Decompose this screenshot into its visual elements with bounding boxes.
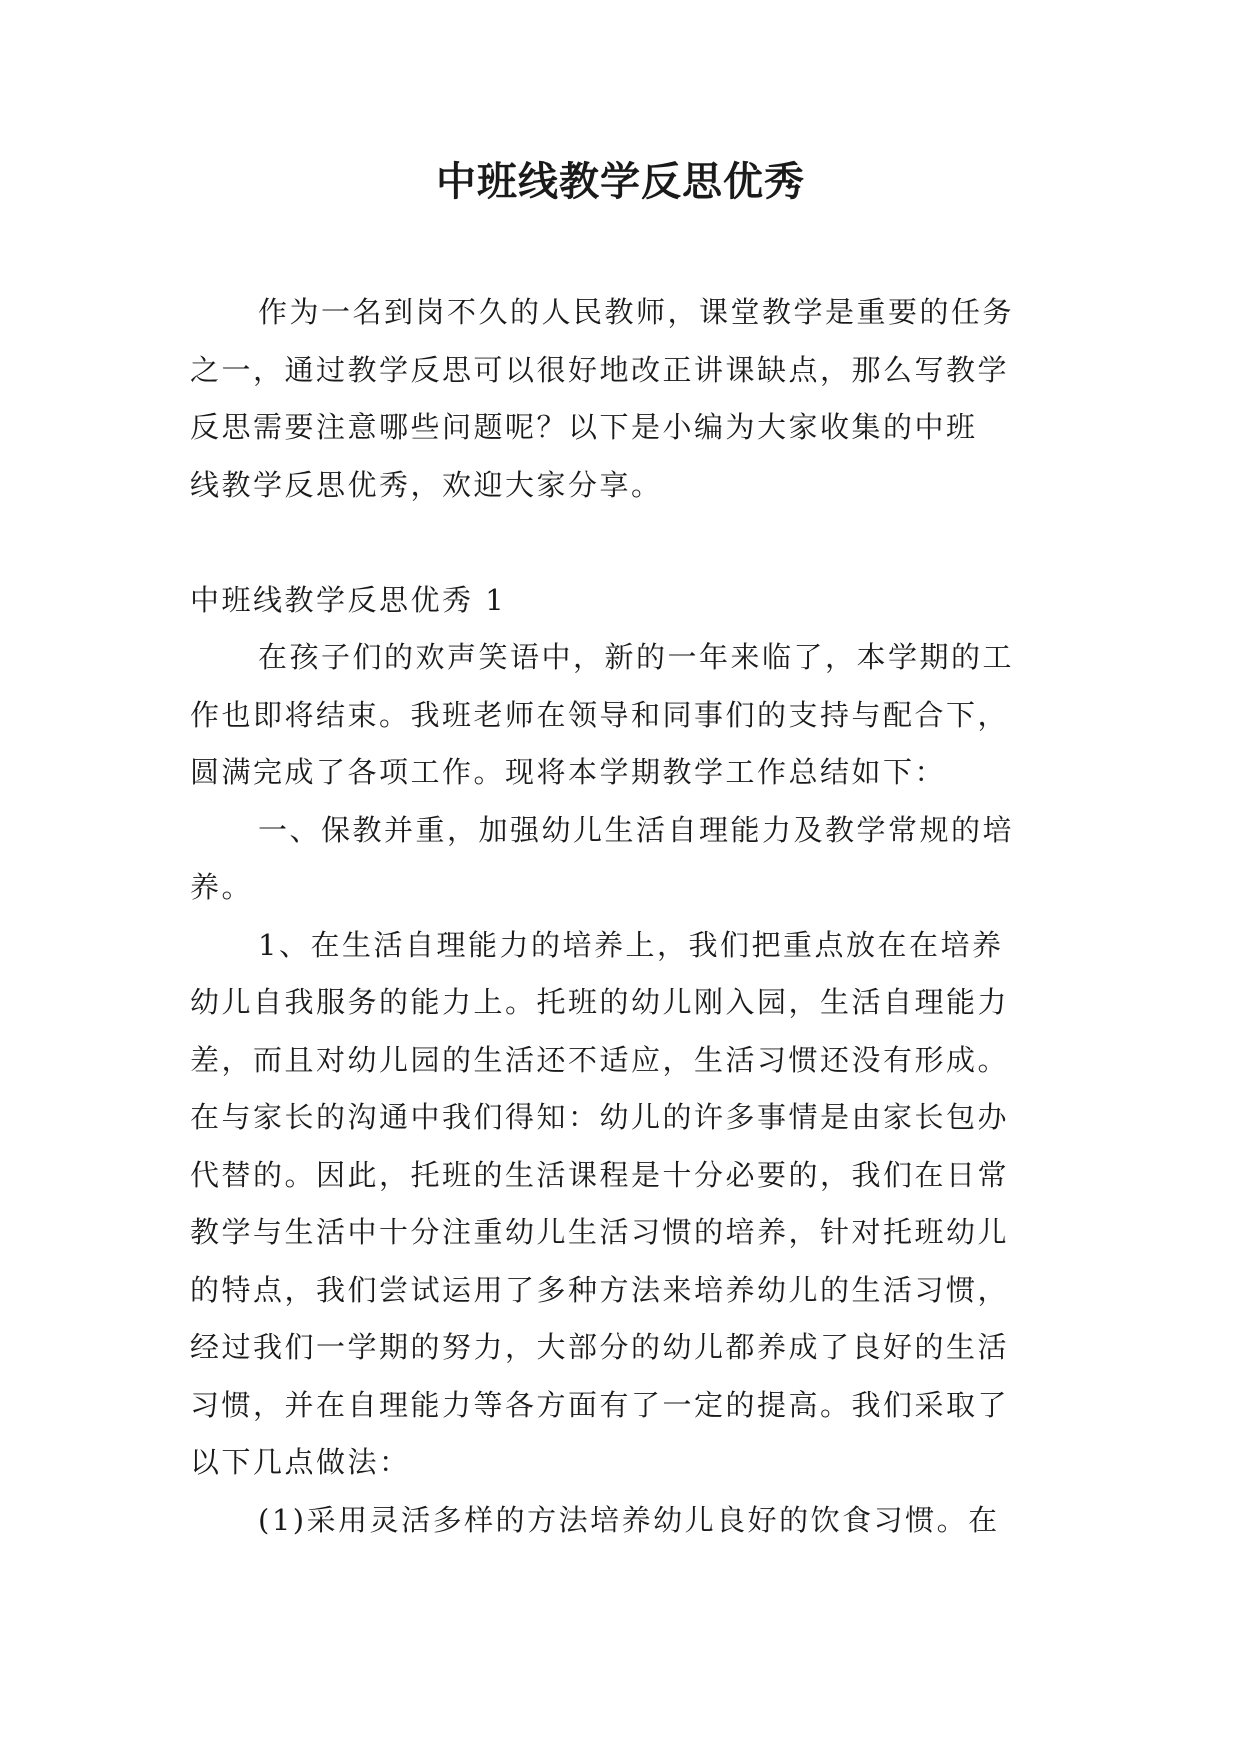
paragraph-line: 经过我们一学期的努力，大部分的幼儿都养成了良好的生活: [190, 1330, 1010, 1364]
paragraph-line: 教学与生活中十分注重幼儿生活习惯的培养，针对托班幼儿: [190, 1215, 1010, 1249]
paragraph-4: [190, 1492, 1052, 1550]
paragraph-line: 代替的。因此，托班的生活课程是十分必要的，我们在日常: [190, 1157, 1010, 1192]
paragraph-line: 习惯，并在自理能力等各方面有了一定的提高。我们采取了: [190, 1387, 1010, 1422]
paragraph-line: (1)采用灵活多样的方法培养幼儿良好的饮食习惯。在: [258, 1502, 1000, 1537]
paragraph-line: 作为一名到岗不久的人民教师，课堂教学是重要的任务: [258, 295, 1015, 329]
section-heading: 中班线教学反思优秀 1: [190, 582, 507, 617]
paragraph-line: 养。: [190, 870, 254, 904]
paragraph-line: 幼儿自我服务的能力上。托班的幼儿刚入园，生活自理能力: [190, 985, 1010, 1019]
document-title: 中班线教学反思优秀: [436, 158, 805, 205]
paragraph-line: 在孩子们的欢声笑语中，新的一年来临了，本学期的工: [258, 640, 1015, 674]
paragraph-line: 的特点，我们尝试运用了多种方法来培养幼儿的生活习惯，: [190, 1272, 1010, 1307]
intro-paragraph: [190, 284, 1052, 514]
paragraph-line: 线教学反思优秀，欢迎大家分享。: [190, 467, 663, 502]
paragraph-line: 之一，通过教学反思可以很好地改正讲课缺点，那么写教学: [190, 352, 1010, 387]
paragraph-line: 1、在生活自理能力的培养上，我们把重点放在在培养: [258, 927, 1004, 962]
paragraph-line: 反思需要注意哪些问题呢？以下是小编为大家收集的中班: [190, 410, 978, 444]
paragraph-3: [190, 917, 1052, 1492]
paragraph-1: [190, 629, 1052, 802]
paragraph-2: [190, 802, 1052, 917]
blank-line: [190, 514, 1052, 572]
paragraph-line: 一、保教并重，加强幼儿生活自理能力及教学常规的培: [258, 812, 1015, 847]
document-body: [190, 284, 1052, 1549]
paragraph-line: 圆满完成了各项工作。现将本学期教学工作总结如下：: [190, 755, 947, 789]
paragraph-line: 在与家长的沟通中我们得知：幼儿的许多事情是由家长包办: [190, 1100, 1010, 1134]
paragraph-line: 作也即将结束。我班老师在领导和同事们的支持与配合下，: [190, 697, 1010, 732]
paragraph-line: 以下几点做法：: [190, 1445, 411, 1479]
paragraph-line: 差，而且对幼儿园的生活还不适应，生活习惯还没有形成。: [190, 1042, 1010, 1077]
